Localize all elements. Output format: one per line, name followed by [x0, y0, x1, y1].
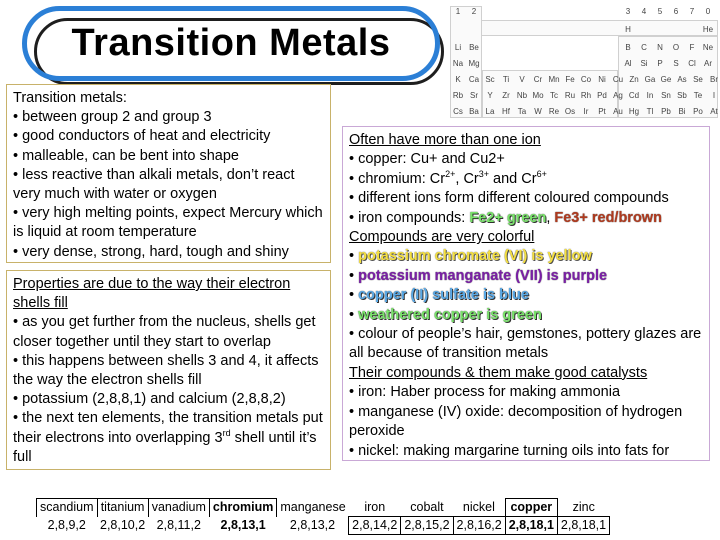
chromium-sup: 2+: [445, 168, 456, 179]
element-symbol: W: [534, 107, 542, 116]
element-symbol: H: [625, 25, 631, 34]
config-name: iron: [364, 499, 386, 514]
element-symbol: Na: [452, 59, 464, 68]
box3-heading-ions: Often have more than one ion: [349, 132, 541, 148]
element-symbol: Ti: [502, 75, 510, 84]
element-symbol: Hf: [502, 107, 510, 116]
element-symbol: Te: [693, 91, 703, 100]
box2-item: • potassium (2,8,8,1) and calcium (2,8,8,2): [13, 391, 286, 408]
element-symbol: Sr: [470, 91, 478, 100]
box1-item: • malleable, can be bent into shape: [13, 147, 239, 164]
box2-heading: Properties are due to the way their electron shells fill: [13, 276, 291, 312]
box2-item: [13, 409, 324, 467]
box1-item: • very high melting points, expect Mercury which is liquid at room temperature: [13, 205, 323, 241]
element-symbol: Pb: [661, 107, 671, 116]
element-symbol: Ne: [702, 43, 714, 52]
element-symbol: Br: [710, 75, 718, 84]
title-banner: [22, 6, 440, 81]
manganese-oxide: • manganese (IV) oxide: decomposition of hydrogen peroxide: [349, 403, 683, 440]
periodic-table-image: [448, 0, 718, 122]
element-symbol: Ru: [564, 91, 576, 100]
potassium-chromate: [349, 247, 703, 266]
element-symbol: Cl: [688, 59, 696, 68]
config-value: 2,8,11,2: [156, 518, 201, 532]
potassium-manganate-text: potassium manganate (VII) is purple: [358, 267, 608, 284]
iron-brown: Fe3+ red/brown: [554, 209, 662, 226]
chromium-ions: [349, 170, 703, 189]
chromium-text: • chromium: Cr: [349, 170, 446, 187]
element-symbol: Ta: [517, 107, 527, 116]
iron-green: Fe2+ green: [469, 209, 547, 226]
weathered-copper-text: weathered copper is green: [358, 306, 542, 323]
bullet: •: [349, 287, 359, 304]
element-symbol: I: [712, 91, 716, 100]
nickel-margarine: • nickel: making margarine turning oils into fats for: [349, 442, 670, 459]
weathered-copper: [349, 306, 703, 325]
config-value: 2,8,9,2: [47, 518, 86, 532]
element-symbol: Ag: [613, 91, 623, 100]
element-symbol: Ni: [598, 75, 606, 84]
element-symbol: In: [646, 91, 654, 100]
box2-item: • this happens between shells 3 and 4, it affects the way the electron shells fill: [13, 352, 319, 389]
element-symbol: Cd: [628, 91, 640, 100]
element-symbol: Mn: [548, 75, 560, 84]
copper-sulfate: [349, 286, 703, 305]
box1-item: • very dense, strong, hard, tough and shiny: [13, 243, 289, 260]
chromium-sup: 6+: [536, 168, 547, 179]
config-value: 2,8,13,1: [220, 518, 266, 532]
element-symbol: Tc: [550, 91, 558, 100]
config-name: scandium: [37, 499, 98, 517]
element-symbol: Cr: [533, 75, 543, 84]
element-symbol: Y: [487, 91, 493, 100]
iron-compounds: [349, 209, 703, 228]
element-symbol: K: [455, 75, 461, 84]
config-names-row: [37, 499, 610, 517]
element-symbol: Zr: [502, 91, 510, 100]
ions-compounds-catalysts-box: [342, 126, 710, 461]
element-symbol: P: [657, 59, 663, 68]
element-symbol: B: [625, 43, 631, 52]
electron-config-table: [36, 498, 610, 535]
element-symbol: 7: [689, 7, 695, 16]
element-symbol: Fe: [565, 75, 575, 84]
copper-sulfate-text: copper (II) sulfate is blue: [358, 287, 529, 304]
electron-shells-box: [6, 270, 331, 470]
element-symbol: Mg: [468, 59, 480, 68]
element-symbol: Cs: [453, 107, 463, 116]
element-symbol: He: [702, 25, 714, 34]
box2-superscript: rd: [222, 427, 231, 438]
config-value: 2,8,10,2: [100, 518, 146, 532]
element-symbol: Ir: [583, 107, 589, 116]
element-symbol: 3: [625, 7, 631, 16]
element-symbol: Al: [624, 59, 632, 68]
element-symbol: Sc: [485, 75, 495, 84]
box3-heading-colorful: Compounds are very colorful: [349, 229, 535, 246]
box1-heading: Transition metals:: [13, 90, 127, 106]
box1-item: • less reactive than alkali metals, don’t react very much with water or oxygen: [13, 166, 295, 203]
element-symbol: 0: [705, 7, 711, 16]
iron-haber: • iron: Haber process for making ammonia: [349, 384, 621, 401]
box1-item: • between group 2 and group 3: [13, 109, 212, 126]
config-value: 2,8,13,2: [289, 518, 336, 532]
iron-comma: ,: [546, 209, 555, 226]
element-symbol: Au: [613, 107, 623, 116]
element-symbol: Sn: [661, 91, 671, 100]
iron-prefix: • iron compounds:: [349, 209, 470, 226]
config-name: cobalt: [410, 499, 444, 514]
chromium-sup: 3+: [478, 168, 490, 179]
element-symbol: Ge: [660, 75, 672, 84]
element-symbol: Bi: [678, 107, 686, 116]
element-symbol: Hg: [628, 107, 640, 116]
element-symbol: Mo: [532, 91, 544, 100]
element-symbol: Pt: [598, 107, 606, 116]
element-symbol: Rh: [580, 91, 592, 100]
periodic-table-block: [450, 20, 718, 36]
colour-people: • colour of people’s hair, gemstones, pottery glazes are all because of transition metals: [349, 326, 702, 362]
element-symbol: Os: [564, 107, 576, 116]
element-symbol: Se: [693, 75, 703, 84]
box3-heading-catalysts: Their compounds & them make good catalysts: [349, 364, 648, 381]
element-symbol: 6: [673, 7, 679, 16]
config-name: chromium: [209, 499, 276, 517]
element-symbol: Tl: [646, 107, 654, 116]
bullet: •: [349, 248, 359, 265]
element-symbol: Pd: [597, 91, 607, 100]
element-symbol: Rb: [452, 91, 464, 100]
element-symbol: As: [677, 75, 687, 84]
page-title: Transition Metals: [71, 22, 391, 64]
element-symbol: Nb: [516, 91, 528, 100]
box2-item: • as you get further from the nucleus, shells get closer together until they start to overlap: [13, 314, 316, 350]
element-symbol: Li: [454, 43, 462, 52]
element-symbol: O: [672, 43, 680, 52]
config-value: 2,8,18,1: [557, 517, 609, 535]
config-name: zinc: [572, 499, 595, 514]
chromium-text: , Cr: [455, 170, 479, 187]
element-symbol: N: [657, 43, 663, 52]
element-symbol: F: [689, 43, 695, 52]
config-value: 2,8,15,2: [401, 517, 453, 535]
bullet: •: [349, 267, 359, 284]
element-symbol: At: [710, 107, 718, 116]
element-symbol: Ca: [468, 75, 480, 84]
element-symbol: Be: [469, 43, 479, 52]
transition-metals-properties-box: [6, 84, 331, 263]
element-symbol: 4: [641, 7, 647, 16]
element-symbol: 2: [471, 7, 477, 16]
element-symbol: Si: [640, 59, 648, 68]
config-name: titanium: [97, 499, 148, 517]
element-symbol: Po: [693, 107, 703, 116]
config-value: 2,8,16,2: [453, 517, 505, 535]
element-symbol: Re: [548, 107, 560, 116]
copper-ions: • copper: Cu+ and Cu2+: [349, 151, 505, 168]
different-ions: • different ions form different coloured compounds: [349, 190, 669, 207]
element-symbol: Cu: [612, 75, 624, 84]
element-symbol: V: [519, 75, 525, 84]
config-name: copper: [505, 499, 557, 517]
element-symbol: 1: [455, 7, 461, 16]
element-symbol: 5: [657, 7, 663, 16]
element-symbol: C: [641, 43, 647, 52]
chromium-text: and Cr: [489, 170, 537, 187]
config-name: manganese: [280, 500, 346, 514]
config-value: 2,8,14,2: [349, 517, 401, 535]
bullet: •: [349, 306, 359, 323]
config-name: nickel: [462, 499, 495, 514]
config-name: vanadium: [148, 499, 209, 517]
element-symbol: Sb: [677, 91, 687, 100]
config-values-row: [37, 517, 610, 535]
box2-item-text-end: shell until it’s full: [13, 429, 317, 465]
element-symbol: S: [673, 59, 679, 68]
potassium-manganate: [349, 267, 703, 286]
element-symbol: Zn: [629, 75, 639, 84]
element-symbol: Ga: [644, 75, 656, 84]
potassium-chromate-text: potassium chromate (VI) is yellow: [358, 248, 592, 265]
box2-item-text: • the next ten elements, the transition metals put their electrons into overlapping 3: [13, 410, 323, 446]
config-value: 2,8,18,1: [505, 517, 557, 535]
element-symbol: La: [485, 107, 495, 116]
element-symbol: Co: [580, 75, 592, 84]
element-symbol: Ba: [469, 107, 479, 116]
element-symbol: Ar: [704, 59, 712, 68]
box1-item: • good conductors of heat and electricity: [13, 128, 271, 145]
